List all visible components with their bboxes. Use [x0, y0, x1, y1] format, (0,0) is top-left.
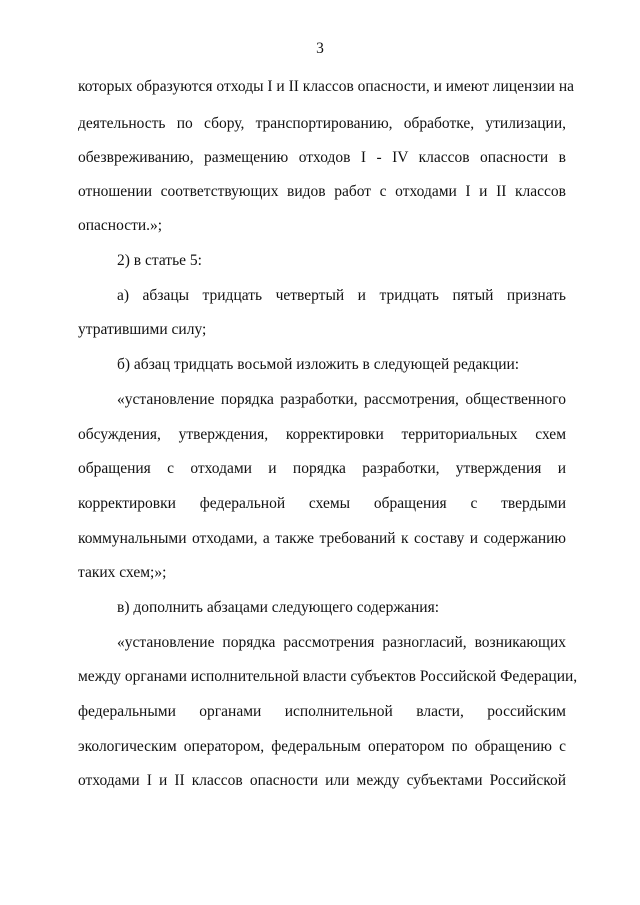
text-line: таких схем;»;	[78, 564, 167, 581]
text-line: обезвреживанию, размещению отходов I - IV классов опасности в	[78, 149, 566, 166]
text-line: которых образуются отходы I и II классов опасности, и имеют лицензии на	[78, 78, 575, 95]
text-line: опасности.»;	[78, 217, 163, 234]
text-line: утратившими силу;	[78, 321, 207, 338]
text-line: б) абзац тридцать восьмой изложить в следующей редакции:	[117, 356, 520, 373]
text-line: коммунальными отходами, а также требований к составу и содержанию	[78, 530, 566, 547]
text-line: «установление порядка рассмотрения разногласий, возникающих	[117, 634, 566, 651]
text-line: экологическим оператором, федеральным оператором по обращению с	[78, 738, 566, 755]
text-line: обсуждения, утверждения, корректировки территориальных схем	[78, 426, 566, 443]
text-line: а) абзацы тридцать четвертый и тридцать пятый признать	[117, 287, 566, 304]
text-line: обращения с отходами и порядка разработки, утверждения и	[78, 460, 566, 477]
text-line: деятельность по сбору, транспортированию, обработке, утилизации,	[78, 115, 566, 132]
text-line: отходами I и II классов опасности или между субъектами Российской	[78, 772, 566, 789]
text-line: корректировки федеральной схемы обращения с твердыми	[78, 495, 566, 512]
page-number: 3	[316, 40, 324, 57]
text-line: «установление порядка разработки, рассмотрения, общественного	[117, 391, 566, 408]
text-line: 2) в статье 5:	[117, 252, 202, 269]
text-line: федеральными органами исполнительной власти, российским	[78, 703, 566, 720]
text-line: между органами исполнительной власти субъектов Российской Федерации,	[78, 668, 578, 685]
text-line: в) дополнить абзацами следующего содержания:	[117, 599, 440, 616]
text-line: отношении соответствующих видов работ с отходами I и II классов	[78, 183, 566, 200]
